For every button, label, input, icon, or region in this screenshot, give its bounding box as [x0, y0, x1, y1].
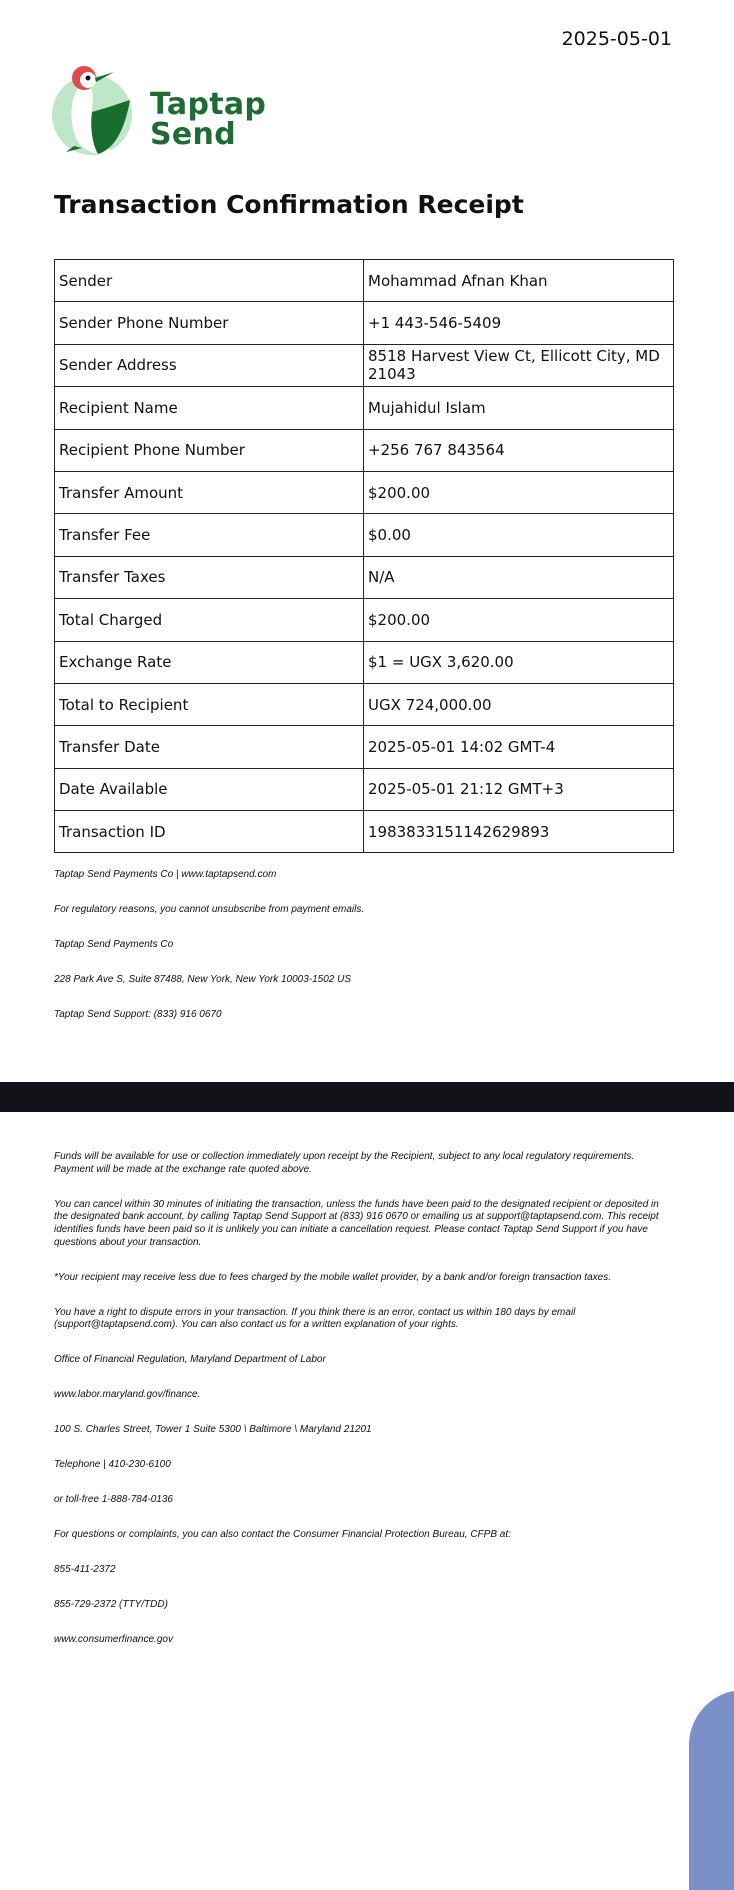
row-value: Mujahidul Islam: [364, 387, 674, 429]
row-label: Recipient Name: [55, 387, 364, 429]
row-label: Transfer Fee: [55, 514, 364, 556]
row-label: Total to Recipient: [55, 683, 364, 725]
cancellation-text: You can cancel within 30 minutes of initiating the transaction, unless the funds have been paid to the designated recipient or deposited in the designated bank account, by calling Taptap Send Support at (833) 916 0670 or emailing us at support@taptapsend.com. This receipt identifies funds have been paid so it is unlikely you can initiate a cancellation request. Please contact Taptap Send Support if you have questions about your transaction.: [54, 1198, 659, 1248]
table-row: [55, 683, 674, 725]
regulator-address: 100 S. Charles Street, Tower 1 Suite 5300 \ Baltimore \ Maryland 21201: [54, 1424, 372, 1436]
row-label: Recipient Phone Number: [55, 429, 364, 471]
receipt-date: 2025-05-01: [561, 28, 672, 50]
row-value: $200.00: [364, 471, 674, 513]
row-value: 2025-05-01 14:02 GMT-4: [364, 726, 674, 768]
row-value: N/A: [364, 556, 674, 598]
funds-availability-text: Funds will be available for use or collection immediately upon receipt by the Recipient, subject to any local regulatory requirements. Payment will be made at the exchange rate quoted above.: [54, 1151, 635, 1175]
row-label: Transfer Date: [55, 726, 364, 768]
table-row: [55, 726, 674, 768]
row-label: Sender Address: [55, 344, 364, 386]
brand-wordmark: [150, 87, 267, 152]
row-value: 1983833151142629893: [364, 811, 674, 853]
table-row: [55, 344, 674, 386]
row-label: Date Available: [55, 768, 364, 810]
company-address: 228 Park Ave S, Suite 87488, New York, New York 10003-1502 US: [54, 974, 352, 985]
row-value: Mohammad Afnan Khan: [364, 260, 674, 302]
support-phone: Taptap Send Support: (833) 916 0670: [54, 1009, 222, 1020]
row-label: Sender Phone Number: [55, 302, 364, 344]
row-value: UGX 724,000.00: [364, 683, 674, 725]
table-row: [55, 811, 674, 853]
hummingbird-logo-icon: [52, 60, 142, 160]
table-row: [55, 641, 674, 683]
row-label: Total Charged: [55, 599, 364, 641]
brand-line1: Taptap: [150, 87, 267, 122]
cfpb-tty: 855-729-2372 (TTY/TDD): [54, 1599, 168, 1611]
row-label: Transfer Taxes: [55, 556, 364, 598]
cfpb-web: www.consumerfinance.gov: [54, 1634, 173, 1646]
page-title: Transaction Confirmation Receipt: [54, 190, 524, 219]
row-label: Exchange Rate: [55, 641, 364, 683]
section-divider-band: [0, 1082, 734, 1112]
unsubscribe-note: For regulatory reasons, you cannot unsubscribe from payment emails.: [54, 904, 365, 915]
chat-bubble-icon[interactable]: [689, 1690, 734, 1890]
company-line: Taptap Send Payments Co | www.taptapsend.com: [54, 869, 277, 880]
company-footer: [54, 869, 364, 1044]
table-row: [55, 768, 674, 810]
company-name: Taptap Send Payments Co: [54, 939, 174, 950]
recipient-fees-text: *Your recipient may receive less due to fees charged by the mobile wallet provider, by a bank and/or foreign transaction taxes.: [54, 1271, 611, 1283]
table-row: [55, 599, 674, 641]
row-value: $200.00: [364, 599, 674, 641]
table-row: [55, 471, 674, 513]
table-row: [55, 302, 674, 344]
regulator-web: www.labor.maryland.gov/finance.: [54, 1389, 201, 1401]
table-row: [55, 429, 674, 471]
row-label: Transfer Amount: [55, 471, 364, 513]
transaction-details-table: [54, 259, 674, 853]
regulator-phone: Telephone | 410-230-6100: [54, 1459, 171, 1471]
row-value: 8518 Harvest View Ct, Ellicott City, MD 21043: [364, 344, 674, 386]
cfpb-intro: For questions or complaints, you can also contact the Consumer Financial Protection Bureau, CFPB at:: [54, 1529, 511, 1541]
legal-disclosures: [54, 1151, 674, 1669]
table-row: [55, 387, 674, 429]
brand-line2: Send: [150, 117, 236, 152]
row-value: $1 = UGX 3,620.00: [364, 641, 674, 683]
row-value: +256 767 843564: [364, 429, 674, 471]
regulator-tollfree: or toll-free 1-888-784-0136: [54, 1494, 173, 1506]
table-row: [55, 556, 674, 598]
cfpb-phone: 855-411-2372: [54, 1564, 116, 1576]
row-value: $0.00: [364, 514, 674, 556]
table-row: [55, 260, 674, 302]
regulator-name: Office of Financial Regulation, Maryland Department of Labor: [54, 1354, 326, 1366]
table-row: [55, 514, 674, 556]
row-label: Transaction ID: [55, 811, 364, 853]
dispute-text: You have a right to dispute errors in your transaction. If you think there is an error, contact us within 180 days by email (support@taptapsend.com). You can also contact us for a written explanation of your rights.: [54, 1306, 576, 1331]
row-value: +1 443-546-5409: [364, 302, 674, 344]
taptap-send-logo: [52, 60, 267, 165]
row-label: Sender: [55, 260, 364, 302]
row-value: 2025-05-01 21:12 GMT+3: [364, 768, 674, 810]
